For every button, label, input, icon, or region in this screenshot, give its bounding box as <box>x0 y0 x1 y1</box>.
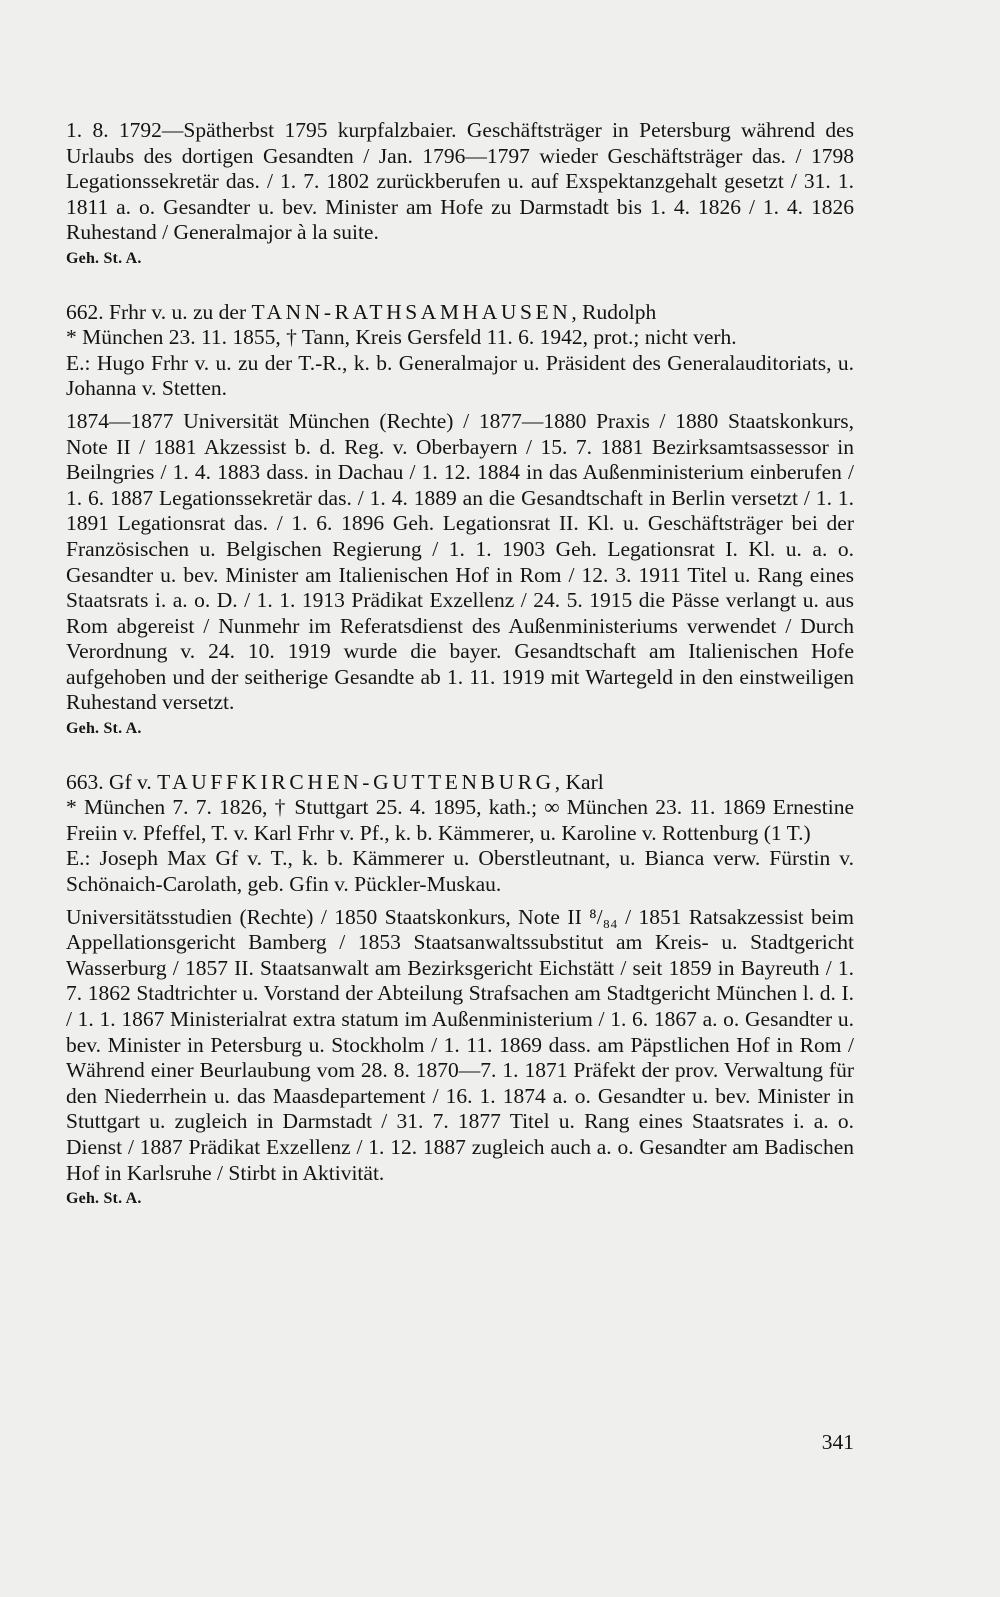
entry-663-career: Universitätsstudien (Rechte) / 1850 Staatskonkurs, Note II ⁸/₈₄ / 1851 Ratsakzessist beim Appellationsgericht Bamberg / 1853 Staatsanwaltssubstitut am Kreis- u. Stadtgericht Wasserburg / 1857 II. Staatsanwalt am Bezirksgericht Eichstätt / seit 1859 in Bayreuth / 1. 7. 1862 Stadtrichter u. Vorstand der Abteilung Strafsachen am Stadtgericht München l. d. I. / 1. 1. 1867 Ministerialrat extra statum im Außenministerium / 1. 6. 1867 a. o. Gesandter u. bev. Minister in Petersburg u. Stockholm / 1. 11. 1869 dass. am Päpstlichen Hof in Rom / Während einer Beurlaubung vom 28. 8. 1870—7. 1. 1871 Präfekt der prov. Verwaltung für den Niederrhein u. das Maasdepartement / 16. 1. 1874 a. o. Gesandter u. bev. Minister in Stuttgart u. zugleich in Darmstadt / 31. 7. 1877 Titel u. Rang eines Staatsrates i. a. o. Dienst / 1887 Prädikat Exzellenz / 1. 12. 1887 zugleich auch a. o. Gesandter am Badischen Hof in Karlsruhe / Stirbt in Aktivität. <box>66 904 854 1185</box>
text-column <box>66 118 854 1212</box>
entry-663-heading <box>66 770 854 796</box>
entry-662-heading <box>66 300 854 326</box>
entry-663-surname: TAUFFKIRCHEN-GUTTENBURG <box>157 769 555 794</box>
entry-663-number-title: 663. Gf v. <box>66 769 152 794</box>
entry-662-surname: TANN-RATHSAMHAUSEN <box>251 299 572 324</box>
entry-662-number-title: 662. Frhr v. u. zu der <box>66 299 247 324</box>
entry-661-source: Geh. St. A. <box>66 249 142 267</box>
entry-662-career: 1874—1877 Universität München (Rechte) / 1877—1880 Praxis / 1880 Staatskonkurs, Note II / 1881 Akzessist b. d. Reg. v. Oberbayern / 15. 7. 1881 Bezirksamtsassessor in Beilngries / 1. 4. 1883 dass. in Dachau / 1. 12. 1884 in das Außenministerium einberufen / 1. 6. 1887 Legationssekretär das. / 1. 4. 1889 an die Gesandtschaft in Berlin versetzt / 1. 1. 1891 Legationsrat das. / 1. 6. 1896 Geh. Legationsrat II. Kl. u. Geschäftsträger bei der Französischen u. Belgischen Regierung / 1. 1. 1903 Geh. Legationsrat I. Kl. u. a. o. Gesandter u. bev. Minister am Italienischen Hof in Rom / 12. 3. 1911 Titel u. Rang eines Staatsrats i. a. o. D. / 1. 1. 1913 Prädikat Exzellenz / 24. 5. 1915 die Pässe verlangt u. aus Rom abgereist / Nunmehr im Referatsdienst des Außenministeriums verwendet / Durch Verordnung v. 24. 10. 1919 wurde die bayer. Gesandtschaft am Italienischen Hofe aufgehoben und der seitherige Gesandte ab 1. 11. 1919 mit Wartegeld in den einstweiligen Ruhestand versetzt. <box>66 408 854 715</box>
entry-663-parents: E.: Joseph Max Gf v. T., k. b. Kämmerer u. Oberstleutnant, u. Bianca verw. Fürstin v. Schönaich-Carolath, geb. Gfin v. Pückler-Muskau. <box>66 846 854 897</box>
entry-663-birth: * München 7. 7. 1826, † Stuttgart 25. 4. 1895, kath.; ∞ München 23. 11. 1869 Ernestine Freiin v. Pfeffel, T. v. Karl Frhr v. Pf., k. b. Kämmerer, u. Karoline v. Rottenburg (1 T.) <box>66 795 854 845</box>
entry-662-given-name: , Rudolph <box>571 299 657 324</box>
entry-663-source: Geh. St. A. <box>66 1190 142 1208</box>
entry-662-birth: * München 23. 11. 1855, † Tann, Kreis Gersfeld 11. 6. 1942, prot.; nicht verh. <box>66 325 737 350</box>
entry-662-parents: E.: Hugo Frhr v. u. zu der T.-R., k. b. Generalmajor u. Präsident des Generalauditoriats, u. Johanna v. Stetten. <box>66 350 854 401</box>
entry-663-given-name: , Karl <box>554 769 604 794</box>
page-number: 341 <box>821 1430 854 1454</box>
entry-661-career: 1. 8. 1792—Spätherbst 1795 kurpfalzbaier. Geschäftsträger in Petersburg während des Urlaubs des dortigen Gesandten / Jan. 1796—1797 wieder Geschäftsträger das. / 1798 Legationssekretär das. / 1. 7. 1802 zurückberufen u. auf Exspektanzgehalt gesetzt / 31. 1. 1811 a. o. Gesandter u. bev. Minister am Hofe zu Darmstadt bis 1. 4. 1826 / 1. 4. 1826 Ruhestand / Generalmajor à la suite. <box>66 118 854 245</box>
entry-662-source: Geh. St. A. <box>66 720 142 738</box>
